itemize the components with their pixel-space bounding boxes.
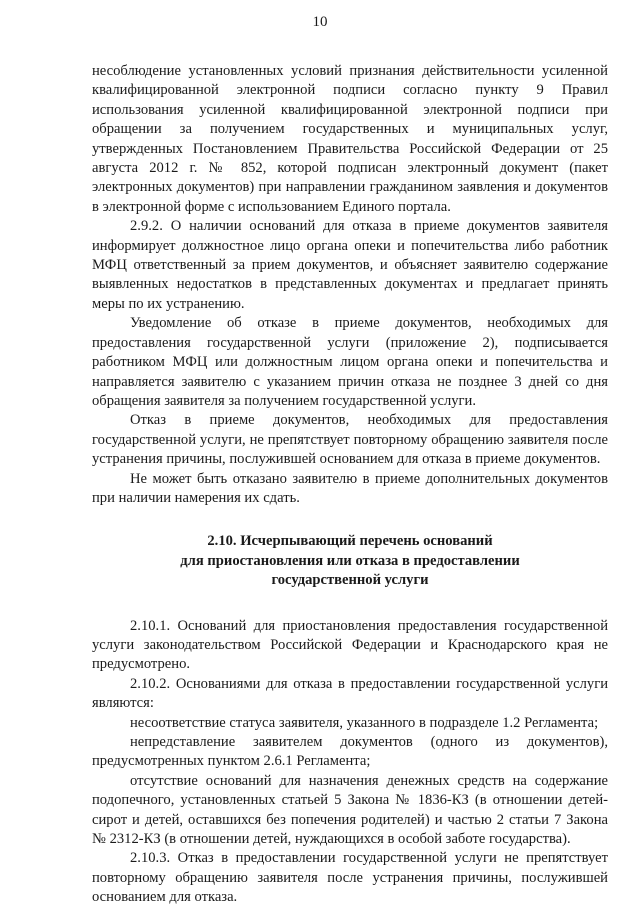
section-heading-line-1: 2.10. Исчерпывающий перечень оснований — [207, 533, 493, 550]
paragraph-2-10-3: 2.10.3. Отказ в предоставлении государственной услуги не препятствует повторному обращению заявителя после устранения причины, послужившей основанием для отказа. — [92, 850, 608, 906]
section-heading-line-3: государственной услуги — [271, 572, 429, 589]
paragraph-additional-documents: Не может быть отказано заявителю в приеме дополнительных документов при наличии намерения их сдать. — [92, 470, 608, 506]
paragraph-2-10-2: 2.10.2. Основаниями для отказа в предоставлении государственной услуги являются: — [92, 675, 608, 712]
paragraph-2-9-2: 2.9.2. О наличии оснований для отказа в приеме документов заявителя информирует должностное лицо органа опеки и попечительства либо работник МФЦ ответственный за прием документов, и объясняет заявителю содержание выявленных недостатков в представленных документах и предлагает принять меры по их устранению. — [92, 218, 608, 312]
paragraph-2-10-1: 2.10.1. Оснований для приостановления предоставления государственной услуги законодательством Российской Федерации и Краснодарского края не предусмотрено. — [92, 617, 608, 673]
list-item-status-mismatch: несоответствие статуса заявителя, указанного в подразделе 1.2 Регламента; — [130, 714, 599, 731]
section-heading-line-2: для приостановления или отказа в предоставлении — [180, 552, 520, 569]
paragraph-refusal-notice: Уведомление об отказе в приеме документов, необходимых для предоставления государственной услуги (приложение 2), подписывается работником МФЦ или должностным лицом органа опеки и попечительства и направляется заявителю с указанием причин отказа не позднее 3 дней со дня обращения заявителя за получением государственной услуги. — [92, 315, 608, 409]
document-body — [92, 62, 608, 908]
paragraph-signature-conditions: несоблюдение установленных условий признания действительности усиленной квалифицированной электронной подписи согласно пункту 9 Правил использования усиленной квалифицированной электронной подписи при обращении за получением государственных и муниципальных услуг, утвержденных Постановлением Правительства Российской Федерации от 25 августа 2012 г. № 852, которой подписан электронный документ (пакет электронных документов) при направлении гражданином заявления и документов в электронной форме с использованием Единого портала. — [92, 63, 608, 215]
section-heading-2-10 — [92, 532, 608, 590]
list-item-missing-documents: непредставление заявителем документов (одного из документов), предусмотренных пунктом 2.6.1 Регламента; — [92, 734, 608, 770]
paragraph-refusal-no-obstacle: Отказ в приеме документов, необходимых для предоставления государственной услуги, не препятствует повторному обращению заявителя после устранения причины, послужившей основанием для отказа в приеме документов. — [92, 412, 608, 468]
page-number: 10 — [312, 14, 328, 30]
list-item-no-grounds: отсутствие оснований для назначения денежных средств на содержание подопечного, установленных статьей 5 Закона № 1836-КЗ (в отношении детей-сирот и детей, оставшихся без попечения родителей) и частью 2 статьи 7 Закона № 2312-КЗ (в отношении детей, нуждающихся в особой заботе государства). — [92, 772, 608, 848]
